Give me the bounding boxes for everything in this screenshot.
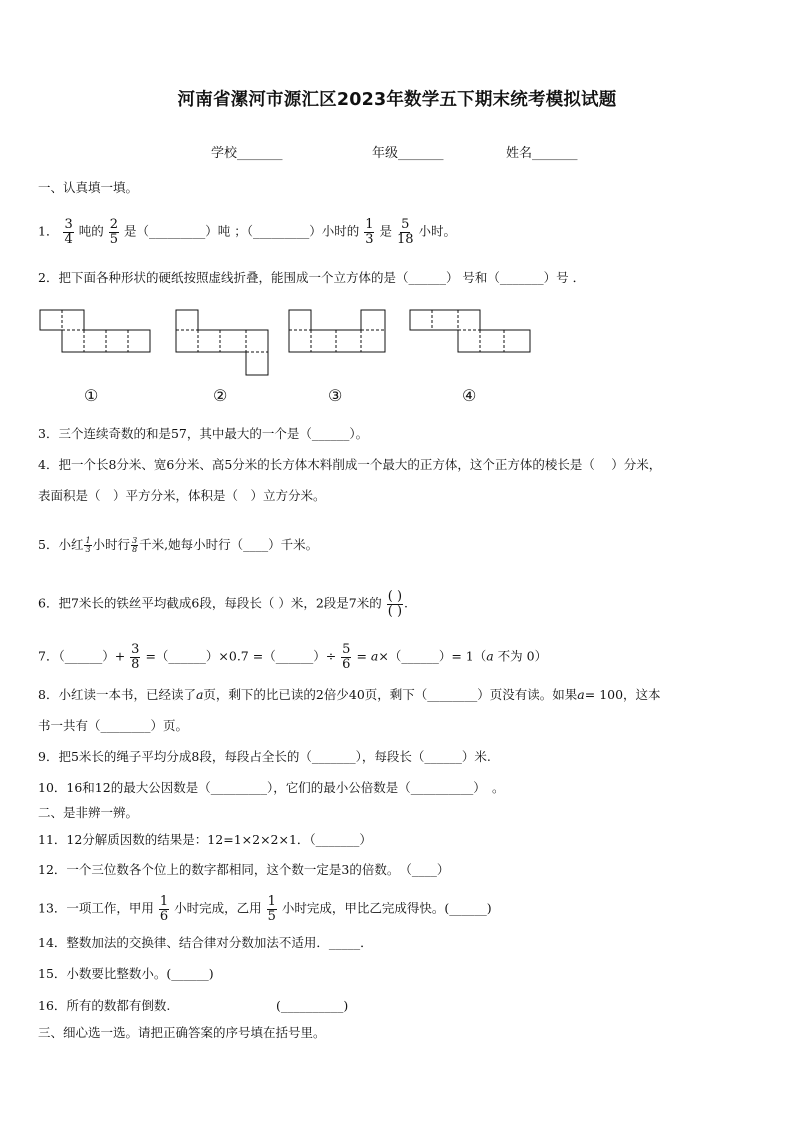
fraction-2-5: $\frac{2}{5}$ [109, 217, 118, 247]
question-12: 12．一个三位数各个位上的数字都相同，这个数一定是3的倍数。 （____） [38, 862, 450, 877]
fraction-3-8-small: $\frac{3}{8}$ [132, 536, 138, 554]
question-13 [38, 895, 492, 923]
question-11: 11．12分解质因数的结果是：12=1×2×2×1．（_______） [38, 832, 372, 847]
q1-text-2: 是（_________）吨 ；（_________）小时的 [123, 223, 360, 239]
fraction-5-18: $\frac{5}{18}$ [396, 217, 414, 247]
q5-text-3: 千米,她每小时行（____）千米。 [139, 537, 319, 552]
section-2-heading: 二、是非辨一辨。 [38, 805, 139, 820]
question-15: 15．小数要比整数小。(______) [38, 966, 214, 981]
question-14: 14．整数加法的交换律、结合律对分数加法不适用．_____． [38, 935, 373, 950]
q7-text-5: 不为 0） [493, 648, 548, 664]
q7-var-a: a [370, 648, 379, 664]
net-label-4: ④ [462, 386, 477, 405]
question-4-line-2: 表面积是（ ）平方分米，体积是（ ）立方分米。 [38, 488, 326, 503]
question-16: 16．所有的数都有倒数. [38, 998, 171, 1013]
question-2: 2．把下面各种形状的硬纸按照虚线折叠，能围成一个立方体的是（______） 号和（_______）号 ． [38, 270, 586, 285]
fraction-1-3: $\frac{1}{3}$ [365, 217, 374, 247]
q5-text-2: 小时行 [92, 537, 131, 552]
question-8-line-2: 书一共有（________）页。 [38, 718, 189, 733]
page-title: 河南省漯河市源汇区2023年数学五下期末统考模拟试题 [177, 90, 617, 110]
fraction-1-3-small: $\frac{1}{3}$ [85, 536, 91, 554]
question-8-line-1 [38, 689, 661, 702]
fraction-blank: $\frac{( )}{( )}$ [387, 589, 403, 619]
q13-text-1: 13．一项工作，甲用 [38, 900, 154, 916]
question-9: 9．把5米长的绳子平均分成8段，每段占全长的（_______），每段长（______）米. [38, 749, 491, 764]
cube-net-3 [289, 310, 385, 352]
q7-text-4: ×（______）= 1（ [378, 648, 487, 664]
net-label-3: ③ [328, 386, 343, 405]
cube-net-2 [176, 310, 268, 375]
q8-var-a: a [195, 687, 204, 702]
net-label-2: ② [213, 386, 228, 405]
q1-text-4: 小时。 [418, 223, 456, 239]
grade-field: 年级_______ [372, 146, 444, 161]
section-1-heading: 一、认真填一填。 [38, 180, 139, 195]
question-16-answer-blank: (__________) [276, 998, 349, 1013]
q6-text-2: . [404, 595, 408, 611]
fraction-3-4: $\frac{3}{4}$ [64, 217, 73, 247]
school-field: 学校_______ [211, 146, 283, 161]
question-1 [38, 218, 456, 246]
fraction-3-8: $\frac{3}{8}$ [131, 642, 140, 672]
cube-net-4 [410, 310, 530, 352]
section-3-heading: 三、细心选一选。请把正确答案的序号填在括号里。 [38, 1025, 326, 1040]
question-6 [38, 590, 408, 618]
question-7 [38, 643, 547, 671]
q8-var-a-2: a [577, 687, 585, 702]
fraction-5-6: $\frac{5}{6}$ [342, 642, 351, 672]
question-10: 10．16和12的最大公因数是（_________），它们的最小公倍数是（__________） 。 [38, 780, 505, 795]
q1-text-3: 是 [379, 223, 392, 239]
q13-text-3: 小时完成，甲比乙完成得快。(______) [281, 900, 492, 916]
q6-text-1: 6．把7米长的铁丝平均截成6段，每段长（ ）米，2段是7米的 [38, 595, 382, 611]
cube-net-1 [40, 310, 150, 352]
q7-var-a-2: a [486, 648, 494, 664]
fraction-1-6: $\frac{1}{6}$ [159, 894, 169, 924]
q5-text-1: 5．小红 [38, 537, 84, 552]
q1-number: 1． [38, 223, 59, 239]
question-3: 3．三个连续奇数的和是57，其中最大的一个是（______）。 [38, 426, 369, 441]
fraction-1-5: $\frac{1}{5}$ [267, 894, 276, 924]
q13-text-2: 小时完成，乙用 [174, 900, 262, 916]
q7-text-2: =（______）×0.7 =（______）÷ [145, 648, 337, 664]
q7-text-1: 7．（______）+ [38, 648, 126, 664]
net-label-1: ① [84, 386, 99, 405]
question-4-line-1: 4．把一个长8分米、宽6分米、高5分米的长方体木料削成一个最大的正方体，这个正方体的棱长是（ ）分米， [38, 457, 662, 472]
q1-text-1: 吨的 [78, 223, 104, 239]
q8-text-3: = 100，这本 [584, 687, 661, 702]
q7-text-3: = [356, 648, 371, 664]
question-5 [38, 537, 318, 554]
q8-text-1: 8．小红读一本书，已经读了 [38, 687, 196, 702]
name-field: 姓名_______ [506, 146, 578, 161]
q8-text-2: 页，剩下的比已读的2倍少40页，剩下（________）页没有读。如果 [203, 687, 578, 702]
cube-nets-figure [0, 300, 794, 380]
